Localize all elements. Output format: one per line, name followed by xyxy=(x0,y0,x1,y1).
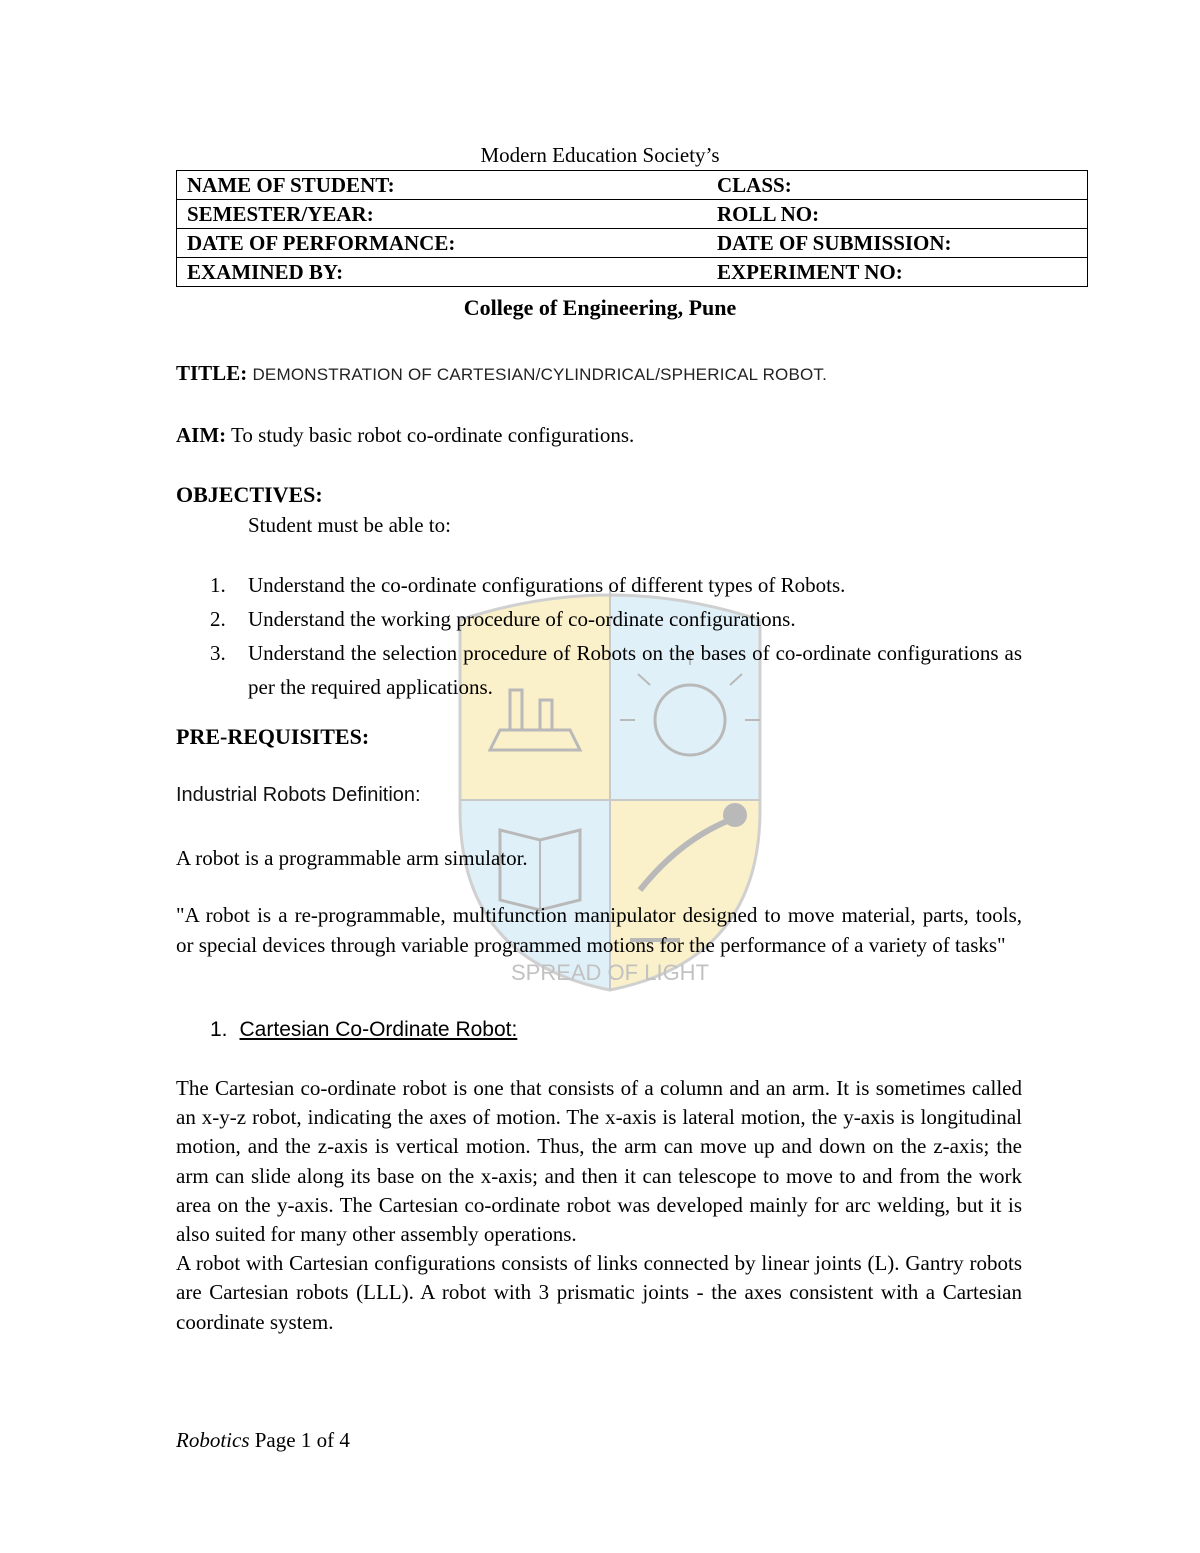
aim-line xyxy=(176,420,1022,450)
info-label-left: NAME OF STUDENT: xyxy=(177,171,708,200)
college-name: College of Engineering, Pune xyxy=(463,295,737,320)
student-info-table xyxy=(176,170,1088,287)
list-item xyxy=(176,602,1022,636)
list-number: 1. xyxy=(210,573,226,597)
list-item xyxy=(176,568,1022,602)
info-label-right: CLASS: xyxy=(707,171,1088,200)
paragraph: A robot with Cartesian configurations consists of links connected by linear joints (L). Gantry robots are Cartesian robots (LLL). A robot with 3 prismatic joints - the axes consistent with a Cartesian coordinate system. xyxy=(176,1251,1022,1334)
society-name: Modern Education Society’s xyxy=(480,143,720,167)
table-row xyxy=(177,171,1088,200)
info-label-left: SEMESTER/YEAR: xyxy=(177,200,708,229)
aim-value: To study basic robot co-ordinate configurations. xyxy=(231,423,635,447)
info-label-right: ROLL NO: xyxy=(707,200,1088,229)
footer-page: Page 1 of 4 xyxy=(254,1428,350,1452)
page-footer xyxy=(176,1428,350,1453)
list-number: 3. xyxy=(210,641,226,665)
objectives-list xyxy=(176,568,1022,704)
aim-label: AIM: xyxy=(176,423,227,447)
table-row xyxy=(177,258,1088,287)
info-label-left: DATE OF PERFORMANCE: xyxy=(177,229,708,258)
list-item xyxy=(176,636,1022,704)
section-body xyxy=(176,1074,1022,1337)
footer-subject: Robotics xyxy=(176,1428,250,1452)
prerequisites-heading: PRE-REQUISITES: xyxy=(176,724,370,749)
experiment-title xyxy=(176,358,1022,390)
table-row xyxy=(177,200,1088,229)
list-number: 2. xyxy=(210,607,226,631)
list-text: Understand the co-ordinate configurations of different types of Robots. xyxy=(248,573,846,597)
title-value: DEMONSTRATION OF CARTESIAN/CYLINDRICAL/SPHERICAL ROBOT. xyxy=(252,365,828,384)
list-text: Understand the working procedure of co-ordinate configurations. xyxy=(248,607,796,631)
seal-motto: SPREAD OF LIGHT xyxy=(510,960,710,985)
info-label-left: EXAMINED BY: xyxy=(177,258,708,287)
info-label-right: DATE OF SUBMISSION: xyxy=(707,229,1088,258)
definition-short: A robot is a programmable arm simulator. xyxy=(176,846,528,870)
table-row xyxy=(177,229,1088,258)
section-heading xyxy=(210,1018,517,1042)
list-text: Understand the selection procedure of Robots on the bases of co-ordinate configurations as per the required applications. xyxy=(248,641,1022,699)
paragraph: The Cartesian co-ordinate robot is one that consists of a column and an arm. It is sometimes called an x-y-z robot, indicating the axes of motion. The x-axis is lateral motion, the y-axis is longitudinal motion, and the z-axis is vertical motion. Thus, the arm can move up and down on the z-axis; the arm can slide along its base on the x-axis; and then it can telescope to move to and from the work area on the y-axis. The Cartesian co-ordinate robot was developed mainly for arc welding, but it is also suited for many other assembly operations. xyxy=(176,1076,1022,1247)
info-label-right: EXPERIMENT NO: xyxy=(707,258,1088,287)
objectives-intro: Student must be able to: xyxy=(248,513,451,537)
section-title: Cartesian Co-Ordinate Robot: xyxy=(239,1018,518,1041)
definition-quote: "A robot is a re-programmable, multifunction manipulator designed to move material, parts, tools, or special devices through variable programmed motions for the performance of a variety of tasks" xyxy=(176,903,1022,957)
section-number: 1. xyxy=(210,1018,228,1041)
title-label: TITLE: xyxy=(176,361,248,385)
definition-subheading: Industrial Robots Definition: xyxy=(176,784,421,806)
objectives-heading: OBJECTIVES: xyxy=(176,482,323,507)
